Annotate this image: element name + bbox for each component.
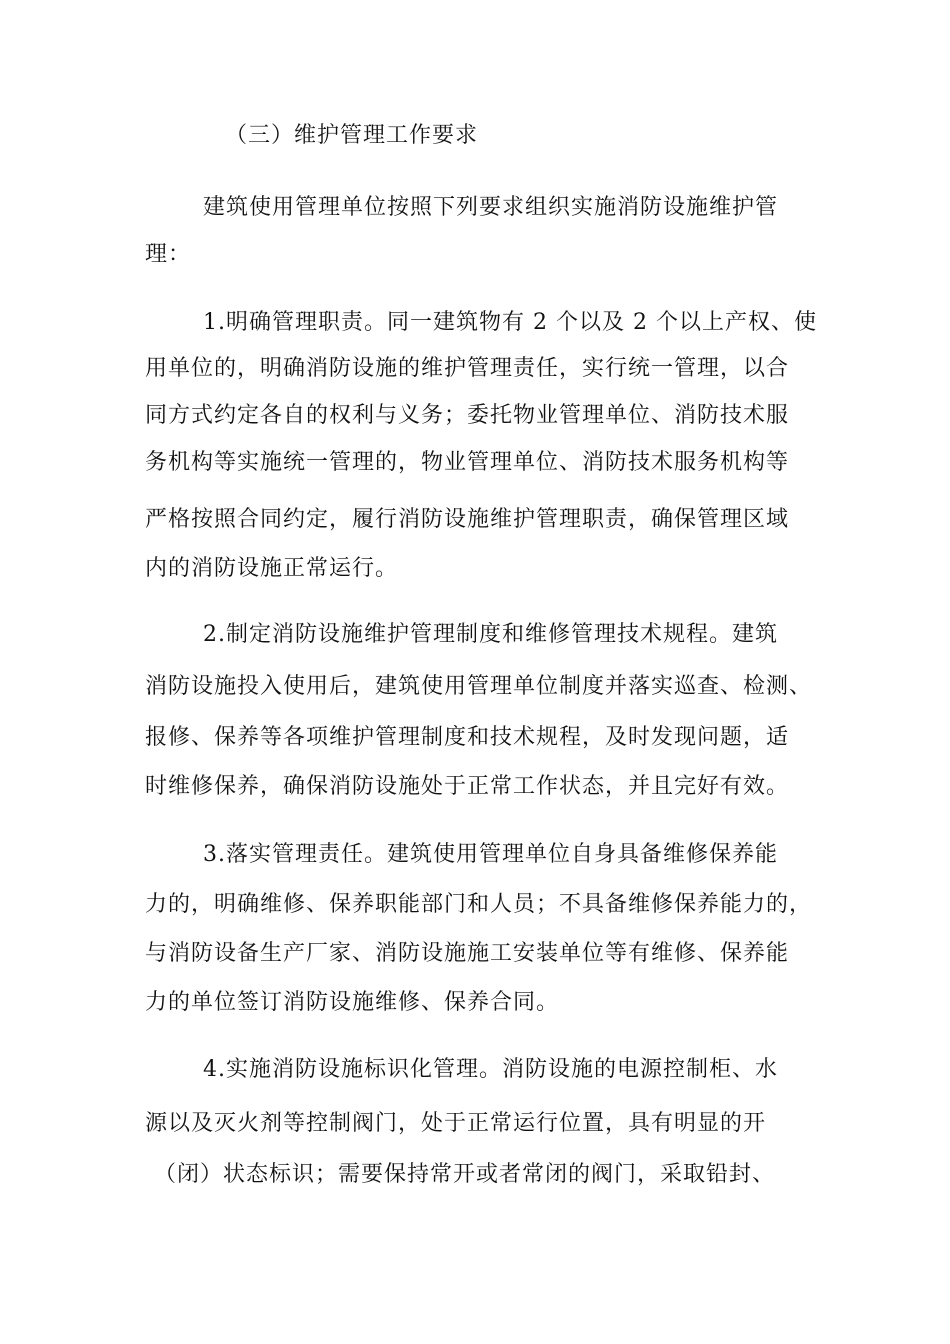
- paragraph-2-line-1: 1.明确管理职责。同一建筑物有 2 个以及 2 个以上产权、使: [203, 310, 817, 335]
- paragraph-5-line-3: （闭）状态标识；需要保持常开或者常闭的阀门，采取铅封、: [154, 1162, 776, 1187]
- paragraph-4-line-4: 力的单位签订消防设施维修、保养合同。: [145, 990, 560, 1015]
- paragraph-1-line-1: 建筑使用管理单位按照下列要求组织实施消防设施维护管: [203, 195, 779, 220]
- paragraph-2-line-2: 用单位的，明确消防设施的维护管理责任，实行统一管理，以合: [145, 356, 790, 381]
- paragraph-3-line-3: 报修、保养等各项维护管理制度和技术规程，及时发现问题，适: [145, 725, 790, 750]
- paragraph-2-line-4: 务机构等实施统一管理的，物业管理单位、消防技术服务机构等: [145, 450, 790, 475]
- paragraph-3-line-4: 时维修保养，确保消防设施处于正常工作状态，并且完好有效。: [145, 774, 790, 799]
- section-heading: （三）维护管理工作要求: [225, 123, 479, 148]
- paragraph-4-line-3: 与消防设备生产厂家、消防设施施工安装单位等有维修、保养能: [145, 941, 790, 966]
- paragraph-3-line-1: 2.制定消防设施维护管理制度和维修管理技术规程。建筑: [203, 622, 778, 647]
- paragraph-2-line-6: 内的消防设施正常运行。: [145, 556, 399, 581]
- paragraph-5-line-2: 源以及灭火剂等控制阀门，处于正常运行位置，具有明显的开: [145, 1111, 767, 1136]
- paragraph-2-line-5: 严格按照合同约定，履行消防设施维护管理职责，确保管理区域: [145, 507, 790, 532]
- paragraph-2-line-3: 同方式约定各自的权利与义务；委托物业管理单位、消防技术服: [145, 403, 790, 428]
- paragraph-4-line-1: 3.落实管理责任。建筑使用管理单位自身具备维修保养能: [203, 842, 778, 867]
- paragraph-1-line-2: 理：: [145, 242, 192, 267]
- paragraph-4-line-2: 力的，明确维修、保养职能部门和人员；不具备维修保养能力的，: [145, 892, 813, 917]
- paragraph-3-line-2: 消防设施投入使用后，建筑使用管理单位制度并落实巡查、检测、: [145, 674, 813, 699]
- paragraph-5-line-1: 4.实施消防设施标识化管理。消防设施的电源控制柜、水: [203, 1057, 778, 1082]
